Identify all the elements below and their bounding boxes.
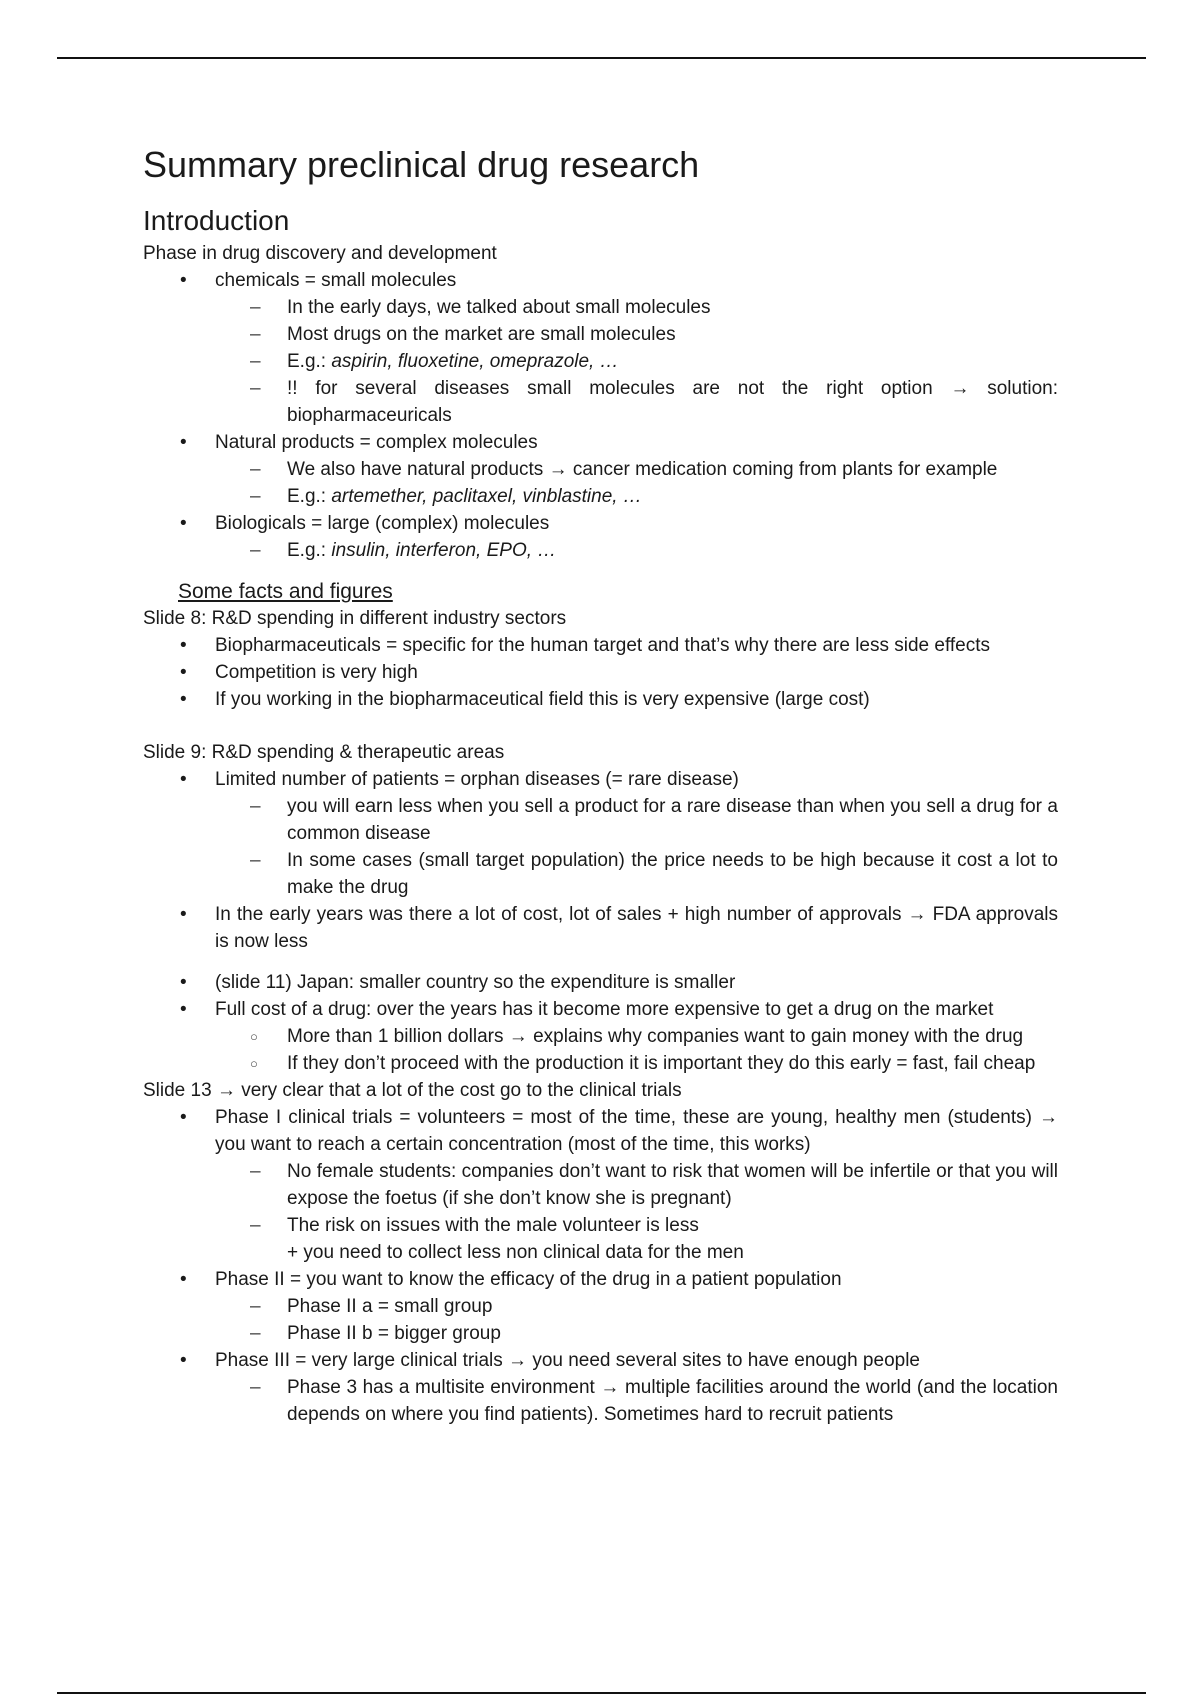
list-item [143,510,1058,564]
sub-item-example [215,348,1058,375]
example-prefix: E.g.: [287,486,332,507]
list-item-label: Biologicals = large (complex) molecules [215,513,550,534]
sub-list [215,537,1058,564]
list-item [143,1104,1058,1266]
intro-list [143,267,1058,564]
sub-item: – In the early days, we talked about small molecules [215,294,1058,321]
sub-list [215,294,1058,429]
example-text: insulin, interferon, EPO, … [331,540,557,561]
list-item: • Biopharmaceuticals = specific for the human target and that’s why there are less side effects [143,632,1058,659]
sub-item: – Phase II b = bigger group [215,1320,1058,1347]
spacer [143,713,1058,739]
sub-item: – Phase II a = small group [215,1293,1058,1320]
list-item: • (slide 11) Japan: smaller country so the expenditure is smaller [143,969,1058,996]
document-page [143,142,1058,1428]
sub-item-text: The risk on issues with the male volunteer is less [287,1215,699,1236]
slide9-list-cont [143,969,1058,1077]
sub-item-example [215,483,1058,510]
sub-item: ○ More than 1 billion dollars → explains why companies want to gain money with the drug [215,1023,1058,1050]
intro-lead: Phase in drug discovery and development [143,243,497,264]
slide8-lead: Slide 8: R&D spending in different industry sectors [143,608,567,629]
sub-item [215,1212,1058,1266]
sub-list [215,456,1058,510]
section-heading-introduction: Introduction [143,205,290,236]
sub-item: ○ If they don’t proceed with the production it is important they do this early = fast, fail cheap [215,1050,1058,1077]
list-item: • If you working in the biopharmaceutical field this is very expensive (large cost) [143,686,1058,713]
list-item: • In the early years was there a lot of cost, lot of sales + high number of approvals → FDA approvals is now less [143,901,1058,955]
list-item-label: Phase III = very large clinical trials → you need several sites to have enough people [215,1350,920,1371]
list-item-label: Phase II = you want to know the efficacy of the drug in a patient population [215,1269,842,1290]
document-title: Summary preclinical drug research [143,144,700,185]
sub-list [215,1023,1058,1077]
slide9-list [143,766,1058,955]
slide8-list [143,632,1058,713]
sub-item: – No female students: companies don’t want to risk that women will be infertile or that you will expose the foetus (if she don’t know she is pregnant) [215,1158,1058,1212]
slide13-list [143,1104,1058,1428]
sub-item-continuation: + you need to collect less non clinical data for the men [287,1242,744,1263]
sub-item: – In some cases (small target population) the price needs to be high because it cost a lot to make the drug [215,847,1058,901]
list-item-label: Full cost of a drug: over the years has it become more expensive to get a drug on the market [215,999,994,1020]
sub-item: – Most drugs on the market are small molecules [215,321,1058,348]
example-prefix: E.g.: [287,351,332,372]
list-item: • Competition is very high [143,659,1058,686]
list-item [143,766,1058,901]
slide13-lead: Slide 13 → very clear that a lot of the cost go to the clinical trials [143,1080,682,1101]
list-item [143,429,1058,510]
sub-item-example [215,537,1058,564]
sub-item: – you will earn less when you sell a product for a rare disease than when you sell a drug for a common disease [215,793,1058,847]
slide9-lead: Slide 9: R&D spending & therapeutic areas [143,742,505,763]
list-item-label: Natural products = complex molecules [215,432,538,453]
list-item-label: Phase I clinical trials = volunteers = most of the time, these are young, healthy men (students) → you want to reach a certain concentration (most of the time, this works) [215,1107,1058,1155]
sub-list [215,1293,1058,1347]
list-item [143,1347,1058,1428]
top-rule [57,57,1146,59]
example-text: artemether, paclitaxel, vinblastine, … [331,486,642,507]
list-item [143,1266,1058,1347]
list-item [143,267,1058,429]
example-text: aspirin, fluoxetine, omeprazole, … [331,351,619,372]
sub-list [215,1158,1058,1266]
sub-item: – We also have natural products → cancer medication coming from plants for example [215,456,1058,483]
spacer [143,955,1058,969]
sub-list [215,1374,1058,1428]
list-item-label: chemicals = small molecules [215,270,457,291]
list-item [143,996,1058,1077]
bottom-rule [57,1692,1146,1694]
example-prefix: E.g.: [287,540,332,561]
sub-item: – Phase 3 has a multisite environment → multiple facilities around the world (and the location depends on where you find patients). Sometimes hard to recruit patients [215,1374,1058,1428]
facts-heading: Some facts and figures [178,580,393,603]
sub-list [215,793,1058,901]
sub-item: – !! for several diseases small molecules are not the right option → solution: biopharmaceuricals [215,375,1058,429]
list-item-label: Limited number of patients = orphan diseases (= rare disease) [215,769,739,790]
